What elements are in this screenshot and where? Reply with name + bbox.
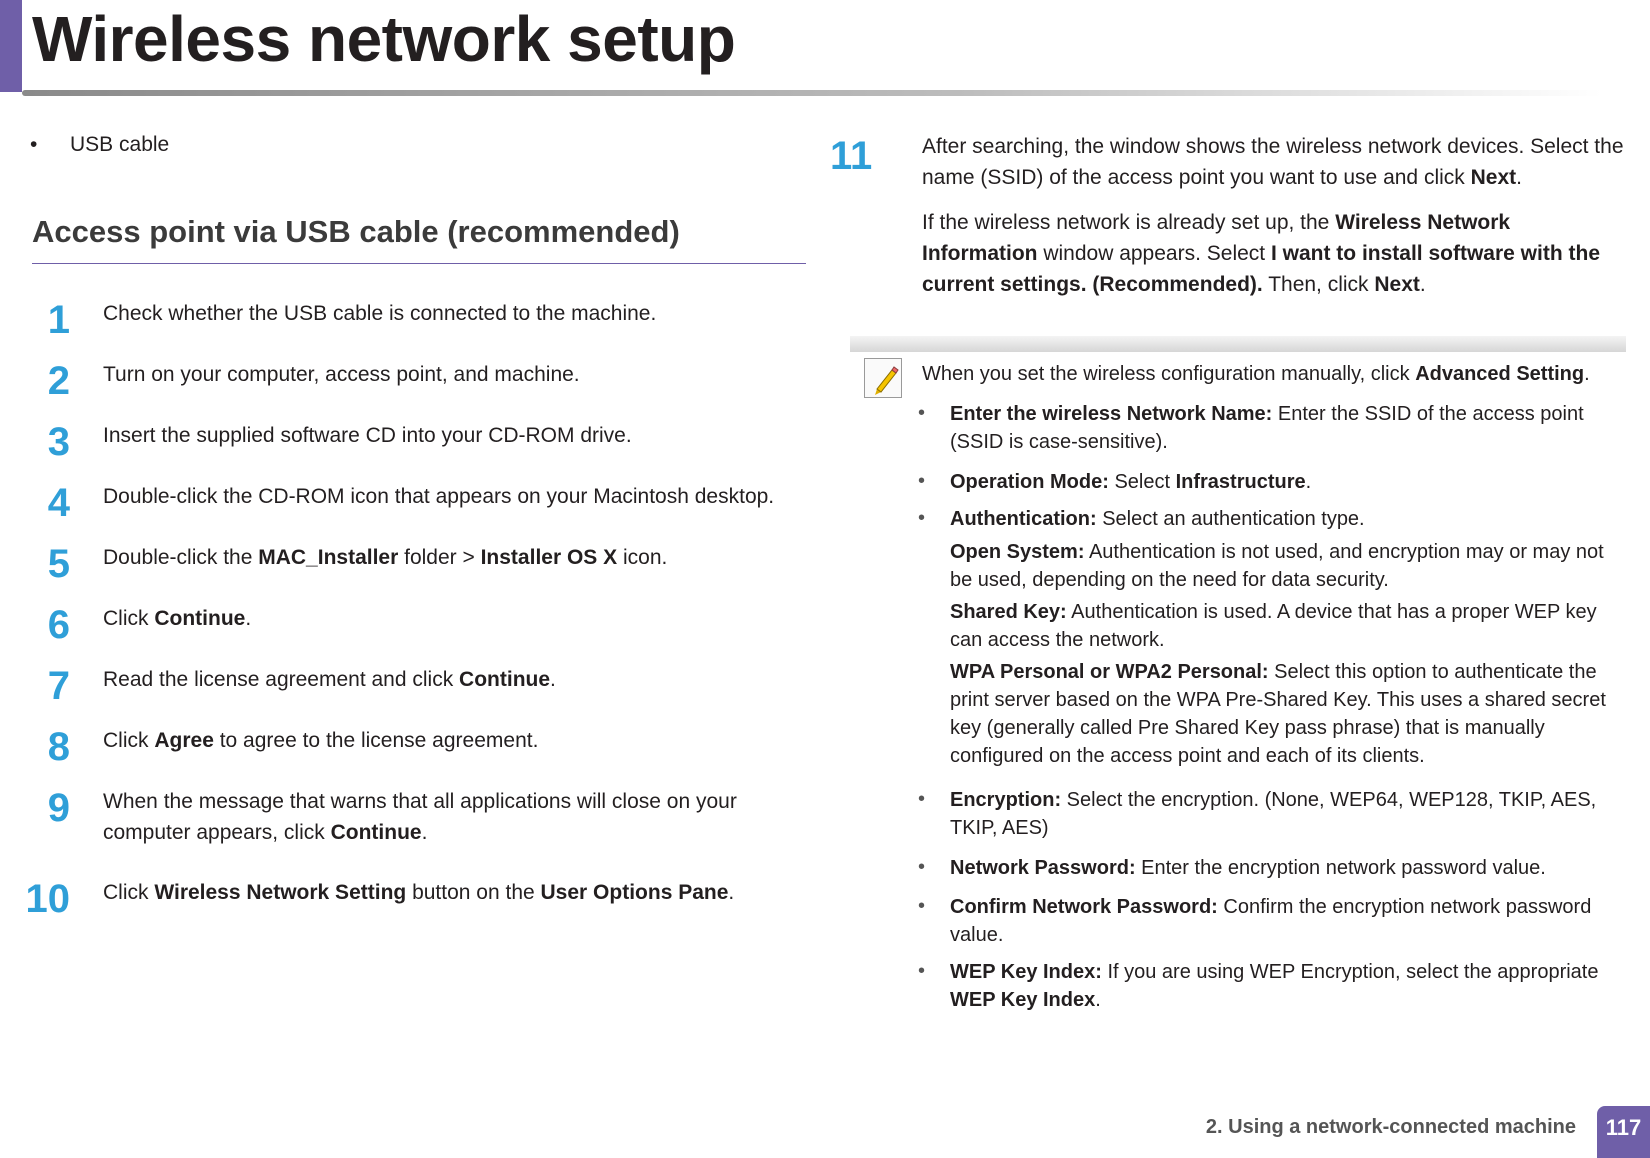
title-divider	[22, 90, 1602, 96]
step-text	[103, 725, 803, 756]
bullet-marker: •	[918, 788, 926, 810]
step-text-part: to agree to the license agreement.	[213, 729, 539, 752]
step-text	[103, 481, 818, 512]
step-text-part: Click	[103, 881, 155, 904]
bullet-text: USB cable	[70, 133, 170, 156]
note-list-item	[950, 854, 1630, 882]
ui-term: Enter the wireless Network Name:	[950, 403, 1273, 425]
note-pencil-icon	[864, 358, 902, 398]
ui-term: Continue	[330, 821, 422, 844]
ui-term: Agree	[154, 729, 214, 752]
ui-term: Operation Mode:	[950, 471, 1109, 493]
note-text-part: Enter the SSID of the access point (SSID is case-sensitive).	[950, 403, 1584, 453]
auth-option	[950, 658, 1630, 770]
bullet-marker: •	[918, 507, 926, 529]
step-text	[103, 359, 803, 390]
note-text-part: Select	[1108, 471, 1176, 493]
ui-term: Open System:	[950, 541, 1085, 563]
step-text-part: folder >	[398, 546, 481, 569]
ui-term: Confirm Network Password:	[950, 896, 1218, 918]
step-number: 2	[47, 359, 70, 403]
bullet-marker: •	[30, 133, 38, 156]
step-text-part: .	[245, 607, 252, 630]
step-text-part: Check whether the USB cable is connected to the machine.	[103, 302, 657, 325]
step-text	[103, 877, 813, 908]
ui-term: Network Password:	[950, 857, 1136, 879]
step-text	[922, 207, 1627, 300]
step-text	[103, 603, 803, 634]
section-divider	[32, 263, 806, 264]
step-text	[103, 420, 803, 451]
step-number: 8	[47, 725, 70, 769]
page-number-badge: 117	[1597, 1106, 1650, 1158]
step-text-part: Turn on your computer, access point, and machine.	[103, 363, 580, 386]
ui-term: User Options Pane	[540, 881, 729, 904]
note-list-item	[950, 400, 1630, 456]
ui-term: WEP Key Index	[950, 989, 1096, 1011]
step-text-part: Double-click the CD-ROM icon that appears on your Macintosh desktop.	[103, 485, 775, 508]
section-heading: Access point via USB cable (recommended)	[32, 214, 680, 249]
ui-term: Wireless Network Information	[922, 211, 1511, 265]
page-title: Wireless network setup	[32, 3, 736, 75]
ui-term: Infrastructure	[1175, 471, 1306, 493]
ui-term: Next	[1374, 273, 1420, 296]
title-accent-bar	[0, 0, 22, 92]
note-intro	[922, 360, 1632, 388]
step-text-part: Click	[103, 607, 155, 630]
ui-term: Continue	[154, 607, 246, 630]
step-number: 6	[47, 603, 70, 647]
note-list-item	[950, 786, 1630, 842]
note-text-part: Authentication is not used, and encryption may or may not be used, depending on the need for data security.	[950, 541, 1604, 591]
note-list-item	[950, 505, 1630, 533]
step-text-part: Then, click	[1262, 273, 1375, 296]
bullet-marker: •	[918, 402, 926, 424]
step-number: 4	[47, 481, 70, 525]
note-text-part: Select this option to authenticate the print server based on the WPA Pre-Shared Key. This uses a shared secret key (generally called Pre Shared Key pass phrase) that is manually configured on the access point and each of its clients.	[950, 661, 1606, 767]
step-text-part: button on the	[406, 881, 541, 904]
note-list-item	[950, 893, 1630, 949]
note-text-part: When you set the wireless configuration manually, click	[922, 363, 1416, 385]
bullet-marker: •	[918, 470, 926, 492]
bullet-marker: •	[918, 960, 926, 982]
ui-term: Next	[1470, 166, 1517, 189]
bullet-marker: •	[918, 856, 926, 878]
ui-term: Encryption:	[950, 789, 1062, 811]
step-text-part: .	[421, 821, 428, 844]
step-text-part: Read the license agreement and click	[103, 668, 460, 691]
ui-term: MAC_Installer	[258, 546, 399, 569]
note-text-part: Enter the encryption network password value.	[1135, 857, 1546, 879]
step-number: 11	[830, 134, 873, 178]
ui-term: WPA Personal or WPA2 Personal:	[950, 661, 1269, 683]
note-text-part: .	[1095, 989, 1101, 1011]
ui-term: WEP Key Index:	[950, 961, 1102, 983]
step-number: 9	[47, 786, 70, 830]
auth-option	[950, 538, 1630, 594]
step-text-part: Insert the supplied software CD into your CD-ROM drive.	[103, 424, 632, 447]
note-text-part: If you are using WEP Encryption, select the appropriate	[1101, 961, 1599, 983]
step-number: 1	[47, 298, 70, 342]
ui-term: Continue	[459, 668, 551, 691]
step-text-part: icon.	[617, 546, 668, 569]
ui-term: Advanced Setting	[1415, 363, 1585, 385]
ui-term: Installer OS X	[480, 546, 618, 569]
step-number: 3	[47, 420, 70, 464]
step-text-part: When the message that warns that all applications will close on your computer appears, click	[103, 790, 737, 844]
note-header-bar	[850, 336, 1626, 352]
note-text-part: Select the encryption. (None, WEP64, WEP128, TKIP, AES, TKIP, AES)	[950, 789, 1597, 839]
step-text-part: After searching, the window shows the wireless network devices. Select the name (SSID) of the access point you want to use and click	[922, 135, 1624, 189]
note-text-part: Confirm the encryption network password value.	[950, 896, 1592, 946]
ui-term: Shared Key:	[950, 601, 1067, 623]
note-text-part: .	[1584, 363, 1590, 385]
step-number: 10	[25, 877, 70, 921]
note-list-item	[950, 468, 1630, 496]
ui-term: Wireless Network Setting	[154, 881, 407, 904]
step-text	[922, 131, 1627, 193]
note-text-part: Select an authentication type.	[1096, 508, 1365, 530]
intro-bullet-item	[30, 133, 169, 157]
ui-term: Authentication:	[950, 508, 1097, 530]
note-text-part: Authentication is used. A device that has a proper WEP key can access the network.	[950, 601, 1597, 651]
auth-option	[950, 598, 1630, 654]
step-text	[103, 542, 803, 573]
step-text-part: .	[728, 881, 735, 904]
bullet-marker: •	[918, 895, 926, 917]
note-text-part: .	[1305, 471, 1312, 493]
step-text	[103, 298, 803, 329]
step-number: 5	[47, 542, 70, 586]
step-number: 7	[47, 664, 70, 708]
step-text-part: .	[1419, 273, 1426, 296]
step-text-part: .	[550, 668, 556, 691]
note-list-item	[950, 958, 1630, 1014]
step-text-part: If the wireless network is already set up, the	[922, 211, 1336, 234]
ui-term: I want to install software with the current settings. (Recommended).	[922, 242, 1600, 296]
step-text-part: Double-click the	[103, 546, 259, 569]
step-text	[103, 786, 783, 848]
chapter-footer: 2. Using a network-connected machine	[1205, 1116, 1576, 1138]
step-text	[103, 664, 803, 695]
step-text-part: window appears. Select	[1037, 242, 1271, 265]
step-text-part: Click	[103, 729, 155, 752]
step-text-part: .	[1516, 166, 1522, 189]
